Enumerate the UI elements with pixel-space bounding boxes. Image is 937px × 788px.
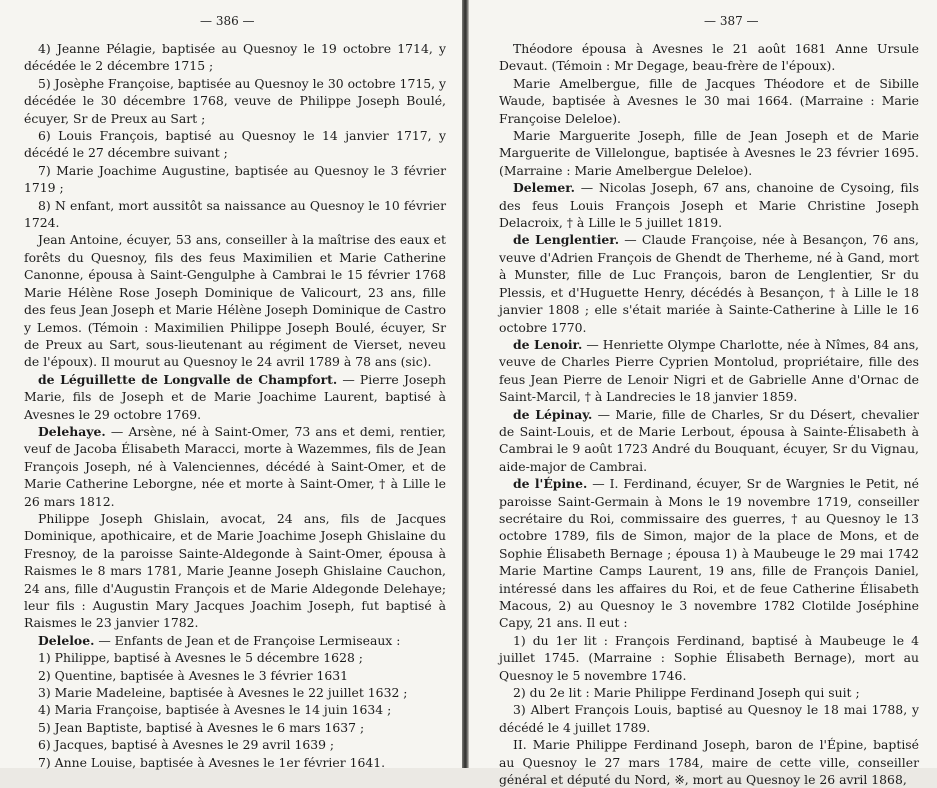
book-gutter xyxy=(462,0,469,768)
family-name: de Lépinay. xyxy=(513,406,593,422)
entry-text: — Henriette Olympe Charlotte, née à Nîmes, 84 ans, veuve de Charles Pierre Cyprien Montolud, propriétaire, fille des feus Jean Pierre de Lenoir Nigri et de Gabrielle Anne d'Ornac de Saint-Marcil, † à Landrecies le 18 janvier 1859. xyxy=(499,336,919,405)
list-item: 1) Philippe, baptisé à Avesnes le 5 décembre 1628 ; xyxy=(38,650,363,666)
entry-text: — Pierre Joseph Marie, fils de Joseph et de Marie Joachime Laurent, baptisé à Avesnes le 29 octobre 1769. xyxy=(24,371,446,422)
list-item: 1) du 1er lit : François Ferdinand, baptisé à Maubeuge le 4 juillet 1745. (Marraine : Sophie Élisabeth Bernage), mort au Quesnoy le 5 novembre 1746. xyxy=(499,632,919,683)
paragraph: II. Marie Philippe Ferdinand Joseph, baron de l'Épine, baptisé au Quesnoy le 27 mars 1784, maire de cette ville, conseiller général et député du Nord, ※, mort au Quesnoy le 26 avril 1868, xyxy=(499,737,919,788)
left-page xyxy=(0,0,462,768)
list-item: 7) Anne Louise, baptisée à Avesnes le 1er février 1641. xyxy=(38,754,386,770)
list-item: 3) Marie Madeleine, baptisée à Avesnes le 22 juillet 1632 ; xyxy=(38,685,408,701)
family-name: de Lenglentier. xyxy=(513,232,620,248)
paragraph: Marie Amelbergue, fille de Jacques Théodore et de Sibille Waude, baptisée à Avesnes le 30 mai 1664. (Marraine : Marie Françoise Deleloe). xyxy=(499,75,919,126)
left-page-text xyxy=(24,40,446,771)
entry-text: — Arsène, né à Saint-Omer, 73 ans et demi, rentier, veuf de Jacoba Élisabeth Maracci, morte à Wazemmes, fils de Jean François Joseph, né à Valenciennes, décédé à Saint-Omer, et de Marie Catherine Leborgne, née et morte à Saint-Omer, † à Lille le 26 mars 1812. xyxy=(24,423,446,509)
family-name: Delehaye. xyxy=(38,423,106,439)
list-item: 5) Jean Baptiste, baptisé à Avesnes le 6 mars 1637 ; xyxy=(38,719,365,735)
page-number-right: — 387 — xyxy=(704,14,759,28)
entry-text: — Enfants de Jean et de Françoise Lermiseaux : xyxy=(94,632,401,648)
entry-delehaye xyxy=(24,423,446,510)
entry-lenglentier xyxy=(499,231,919,335)
entry-text: — Claude Françoise, née à Besançon, 76 ans, veuve d'Adrien François de Ghendt de Therheme, né à Gand, mort à Munster, fille de Luc François, baron de Lenglentier, Sr du Plessis, et d'Huguette Henry, décédés à Besançon, † à Lille le 18 janvier 1808 ; elle s'était mariée à Sainte-Catherine à Lille le 16 octobre 1770. xyxy=(499,232,919,335)
entry-epine xyxy=(499,475,919,632)
paragraph: Philippe Joseph Ghislain, avocat, 24 ans, fils de Jacques Dominique, apothicaire, et de Marie Joachime Joseph Ghislaine du Fresnoy, de la paroisse Sainte-Aldegonde à Saint-Omer, épousa à Raismes le 8 mars 1781, Marie Jeanne Joseph Ghislaine Cauchon, 24 ans, fille d'Augustin François et de Marie Aldegonde Delehaye; leur fils : Augustin Mary Jacques Joachim Joseph, fut baptisé à Raismes le 23 janvier 1782. xyxy=(24,510,446,631)
paragraph: 6) Louis François, baptisé au Quesnoy le 14 janvier 1717, y décédé le 27 décembre suivant ; xyxy=(24,128,446,161)
entry-text: — I. Ferdinand, écuyer, Sr de Wargnies le Petit, né paroisse Saint-Germain à Mons le 19 novembre 1719, conseiller secrétaire du Roi, commissaire des guerres, † au Quesnoy le 13 octobre 1789, fils de Simon, major de la place de Mons, et de Sophie Élisabeth Bernage ; épousa 1) à Maubeuge le 29 mai 1742 Marie Martine Camps Laurent, 19 ans, fille de François Daniel, intéressé dans les affaires du Roi, et de feue Catherine Élisabeth Macous, 2) au Quesnoy le 3 novembre 1782 Clotilde Joséphine Capy, 21 ans. Il eut : xyxy=(499,476,919,631)
family-name: Delemer. xyxy=(513,180,575,196)
right-page-text xyxy=(499,40,919,788)
list-item: 2) du 2e lit : Marie Philippe Ferdinand Joseph qui suit ; xyxy=(513,685,860,701)
family-name: de l'Épine. xyxy=(513,476,588,492)
list-item: 3) Albert François Louis, baptisé au Quesnoy le 18 mai 1788, y décédé le 4 juillet 1789. xyxy=(499,702,919,735)
paragraph: Théodore épousa à Avesnes le 21 août 1681 Anne Ursule Devaut. (Témoin : Mr Degage, beau-frère de l'époux). xyxy=(499,41,919,74)
paragraph: 7) Marie Joachime Augustine, baptisée au Quesnoy le 3 février 1719 ; xyxy=(24,162,446,196)
paragraph: Jean Antoine, écuyer, 53 ans, conseiller à la maîtrise des eaux et forêts du Quesnoy, fils des feus Maximilien et Marie Catherine Canonne, épousa à Saint-Gengulphe à Cambrai le 15 février 1768 Marie Hélène Rose Joseph Dominique de Valicourt, 23 ans, fille des feus Jean Joseph et Marie Hélène Joseph Dominique de Castro y Lemos. (Témoin : Maximilien Philippe Joseph Boulé, écuyer, Sr de Preux au Sart, sous-lieutenant au régiment de Vierset, neveu de l'époux). Il mourut au Quesnoy le 24 avril 1789 à 78 ans (sic). xyxy=(24,232,446,370)
entry-delemer xyxy=(499,179,919,231)
family-name: de Léguillette de Longvalle de Champfort. xyxy=(38,371,338,387)
paragraph: 8) N enfant, mort aussitôt sa naissance au Quesnoy le 10 février 1724. xyxy=(24,197,446,231)
entry-text: — Marie, fille de Charles, Sr du Désert, chevalier de Saint-Louis, et de Marie Lerbout, épousa à Sainte-Élisabeth à Cambrai le 9 août 1723 André du Bouquant, écuyer, Sr du Vignau, aide-major de Cambrai. xyxy=(499,406,919,474)
list-item: 6) Jacques, baptisé à Avesnes le 29 avril 1639 ; xyxy=(38,737,335,753)
page-number-left: — 386 — xyxy=(200,14,255,28)
list-item: 4) Maria Françoise, baptisée à Avesnes le 14 juin 1634 ; xyxy=(38,702,392,718)
entry-text: — Nicolas Joseph, 67 ans, chanoine de Cysoing, fils des feus Louis François Joseph et Marie Christine Joseph Delacroix, † à Lille le 5 juillet 1819. xyxy=(499,180,919,231)
entry-champfort xyxy=(24,371,446,423)
paragraph: Marie Marguerite Joseph, fille de Jean Joseph et de Marie Marguerite de Villelongue, baptisée à Avesnes le 23 février 1695. (Marraine : Marie Amelbergue Deleloe). xyxy=(499,128,919,178)
entry-deleloe xyxy=(24,632,446,649)
list-item: 2) Quentine, baptisée à Avesnes le 3 février 1631 xyxy=(38,667,349,683)
family-name: Deleloe. xyxy=(38,632,95,648)
paragraph: 4) Jeanne Pélagie, baptisée au Quesnoy le 19 octobre 1714, y décédée le 2 décembre 1715 ; xyxy=(24,41,446,74)
entry-lepinay xyxy=(499,406,919,476)
right-page xyxy=(469,0,937,788)
entry-lenoir xyxy=(499,336,919,406)
family-name: de Lenoir. xyxy=(513,336,583,352)
paragraph: 5) Josèphe Françoise, baptisée au Quesnoy le 30 octobre 1715, y décédée le 30 décembre 1768, veuve de Philippe Joseph Boulé, écuyer, Sr de Preux au Sart ; xyxy=(24,75,446,126)
